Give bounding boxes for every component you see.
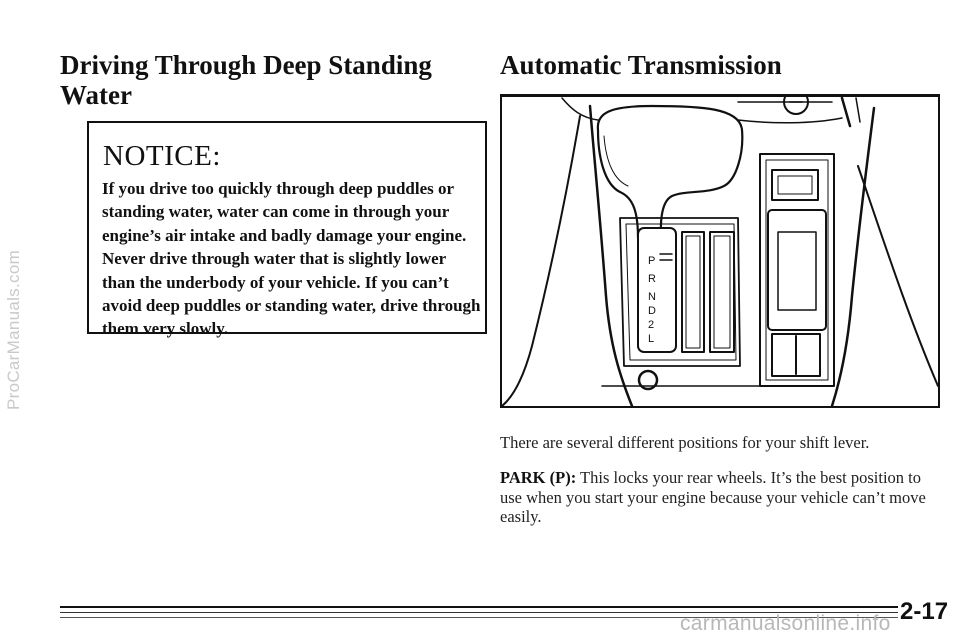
dash-knob-icon [784,96,808,114]
section-heading-deep-water: Driving Through Deep Standing Water [60,50,432,110]
gear-label-d: D [648,305,656,317]
footer-rule-top [60,606,930,608]
notice-title: NOTICE: [103,140,221,172]
bottom-watermark: carmanualsonline.info [680,612,891,635]
section-heading-automatic-transmission: Automatic Transmission [500,50,782,80]
shift-lever-intro: There are several different positions for your shift lever. [500,433,870,452]
notice-box [87,121,487,339]
park-label: PARK (P): [500,468,577,487]
shift-lever-illustration [500,94,940,408]
page-number: 2-17 [900,598,949,625]
gear-label-n: N [648,291,656,303]
gear-label-p: P [648,255,656,267]
notice-body: If you drive too quickly through deep puddles or standing water, water can come in through your engine’s air intake and badly damage your engine. Never drive through water that is slightly lower than the underbody of your vehicle. If you can’t avoid deep puddles or standing water, drive through them very slowly. [102,179,481,339]
gear-label-2: 2 [648,319,655,331]
park-text: This locks your rear wheels. It’s the best position to use when you start your engine because your vehicle can’t move easily. [500,468,926,526]
gear-label-l: L [648,333,655,345]
gear-label-r: R [648,273,656,285]
park-description [500,468,940,527]
side-watermark: ProCarManuals.com [4,249,23,410]
